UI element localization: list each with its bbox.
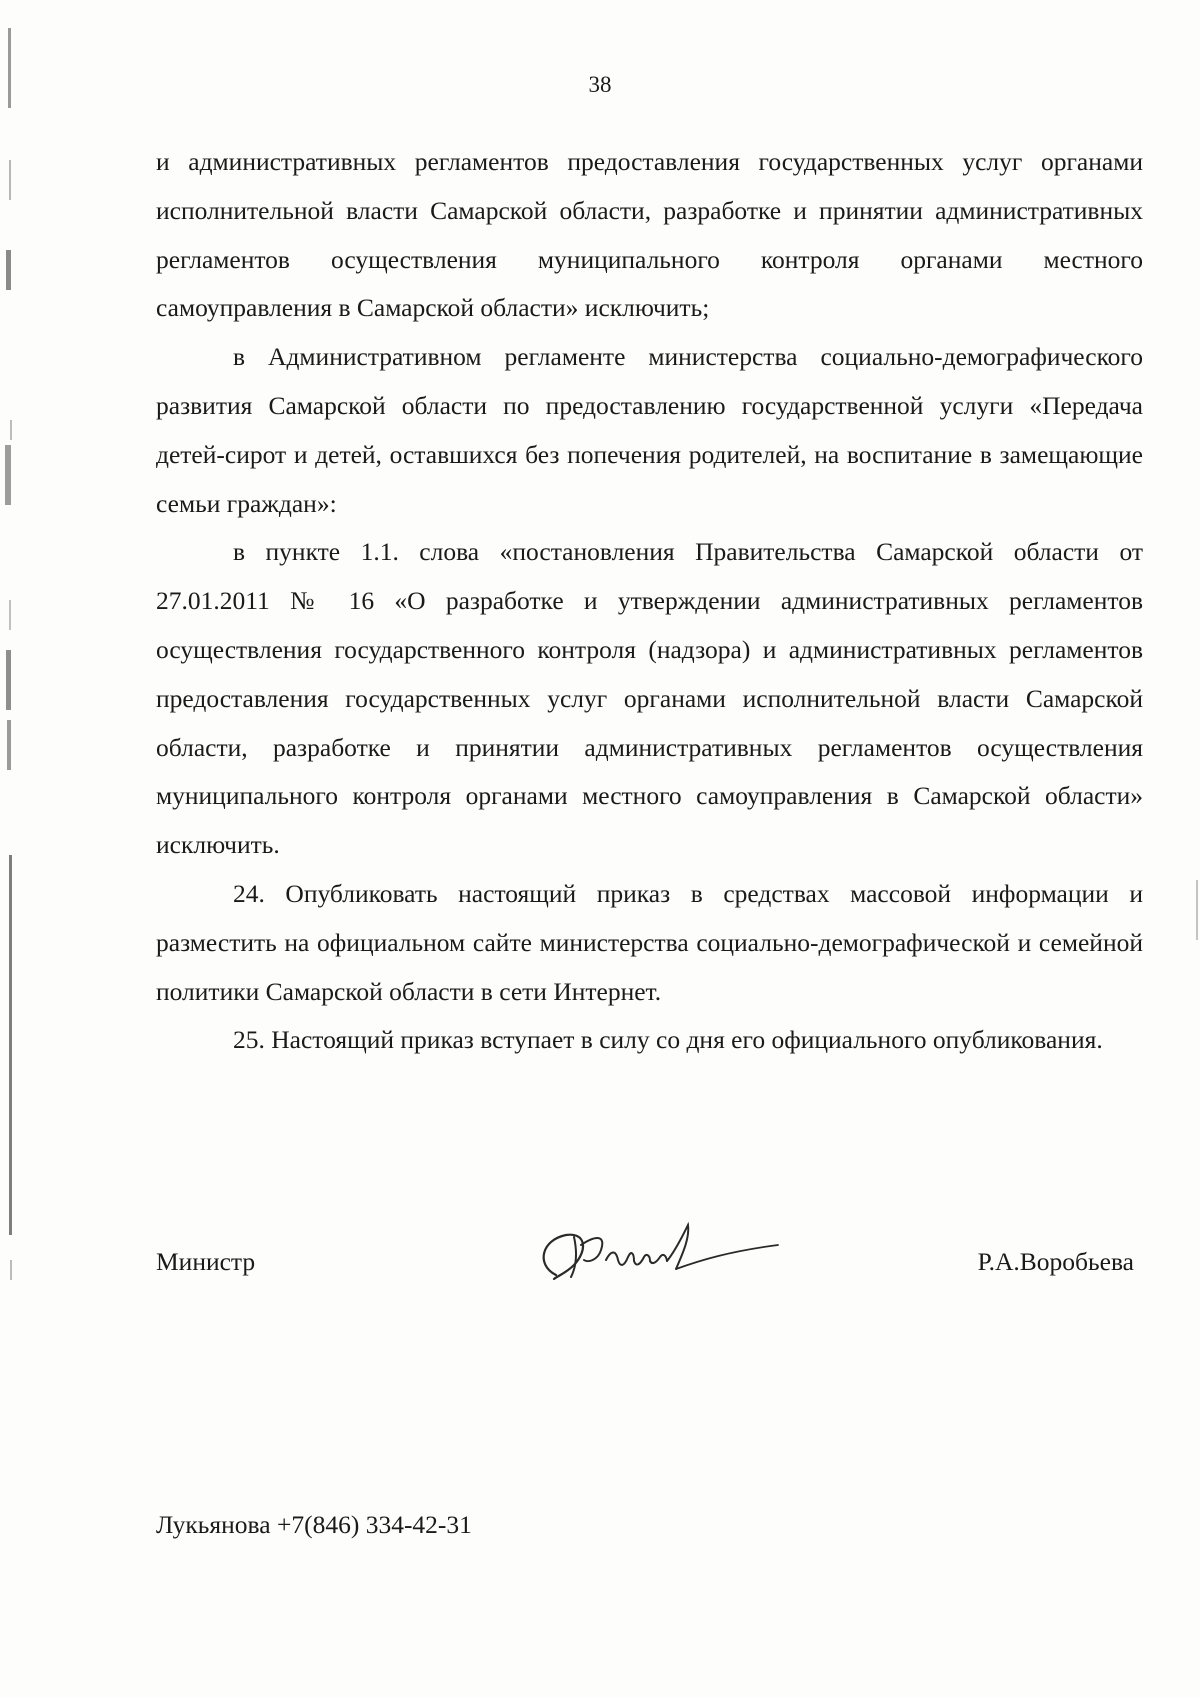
paragraph-continuation: и административных регламентов предоставления государственных услуг органами исполнительной власти Самарской области, разработке и принятии административных регламентов осуществления муниципального контроля органами местного самоуправления в Самарской области» исключить; bbox=[156, 147, 1143, 323]
page-number: 38 bbox=[588, 72, 612, 97]
executor-contact: Лукьянова +7(846) 334-42-31 bbox=[156, 1510, 472, 1539]
paragraph-clause-1-1: в пункте 1.1. слова «постановления Правительства Самарской области от 27.01.2011 № 16 «О разработке и утверждении административных регламентов осуществления государственного контроля (надзора) и административных регламентов предоставления государственных услуг органами исполнительной власти Самарской области, разработке и принятии административных регламентов осуществления муниципального контроля органами местного самоуправления в Самарской области» исключить. bbox=[156, 537, 1143, 860]
paragraph-admin-regulation: в Административном регламенте министерства социально-демографического развития Самарской области по предоставлению государственной услуги «Передача детей-сирот и детей, оставшихся без попечения родителей, на воспитание в замещающие семьи граждан»: bbox=[156, 342, 1143, 518]
signatory-title: Министр bbox=[156, 1247, 256, 1276]
signature-block bbox=[156, 1205, 1143, 1295]
paragraph-item-25: 25. Настоящий приказ вступает в силу со дня его официального опубликования. bbox=[233, 1025, 1103, 1055]
scan-right-edge bbox=[1180, 0, 1200, 1697]
signatory-name: Р.А.Воробьева bbox=[977, 1247, 1134, 1276]
paragraph-item-24: 24. Опубликовать настоящий приказ в средствах массовой информации и разместить на официальном сайте министерства социально-демографической и семейной политики Самарской области в сети Интернет. bbox=[156, 878, 1143, 1006]
handwritten-signature bbox=[526, 1205, 796, 1305]
scan-edge-artifacts bbox=[0, 0, 40, 1697]
document-body bbox=[156, 138, 1143, 1065]
